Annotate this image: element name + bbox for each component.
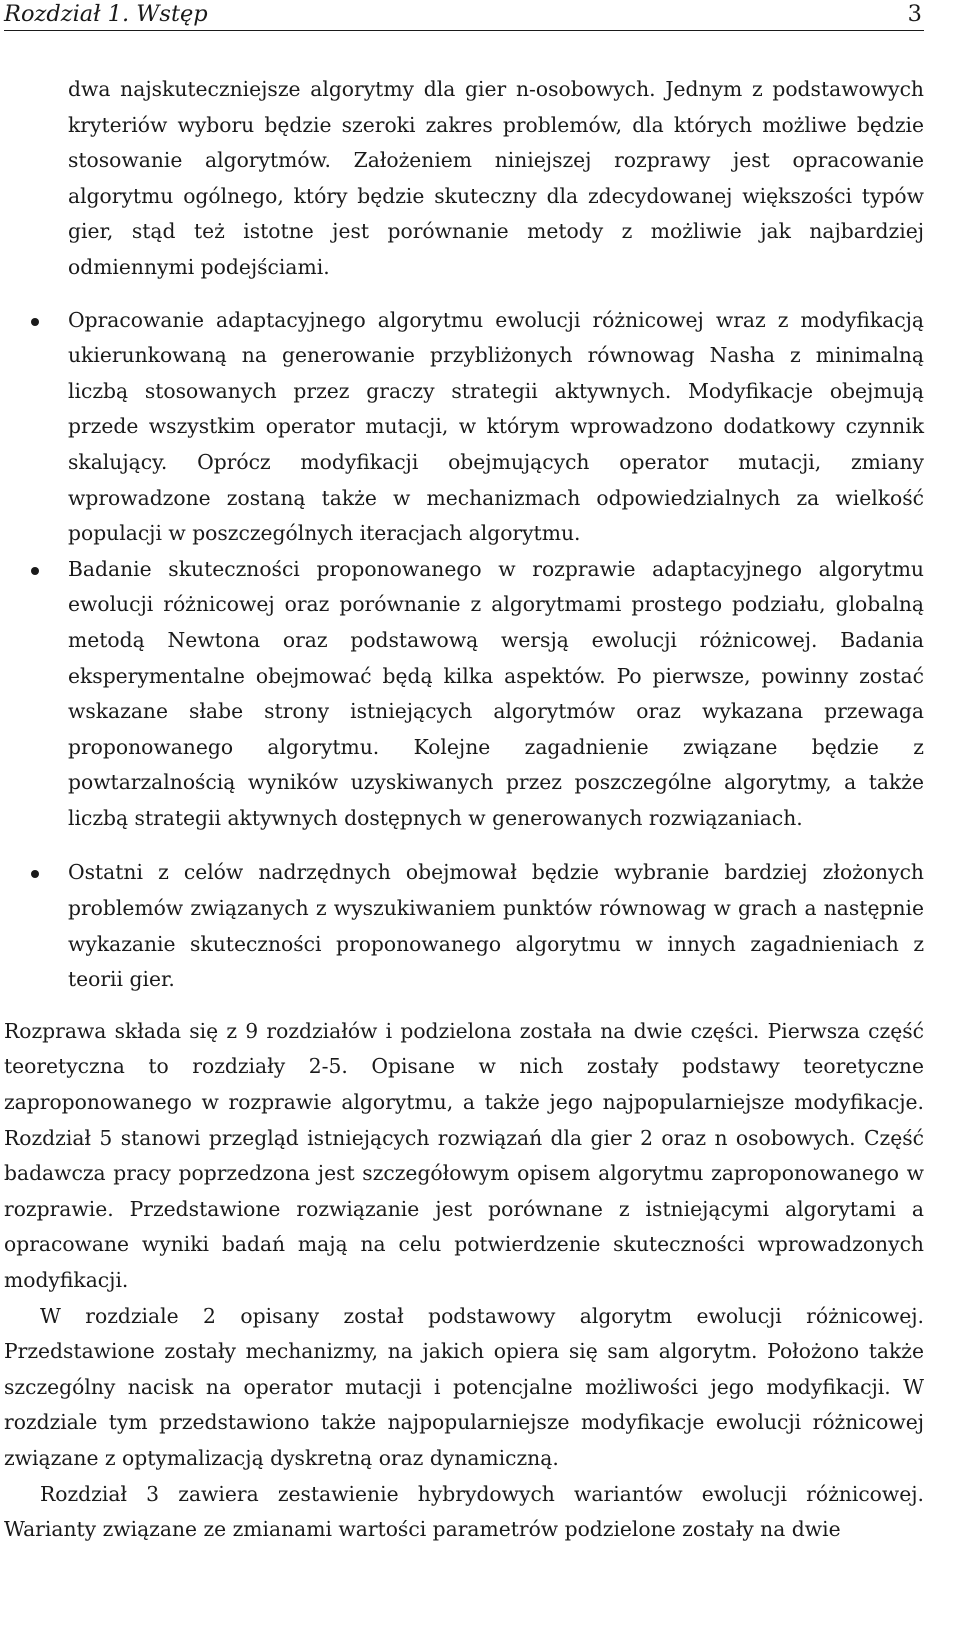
page-body xyxy=(4,72,924,1548)
body-paragraph-3: Rozdział 3 zawiera zestawienie hybrydowych wariantów ewolucji różnicowej. Warianty związane ze zmianami wartości parametrów podzielone zostały na dwie xyxy=(4,1481,924,1542)
bullet-text-3: Ostatni z celów nadrzędnych obejmował będzie wybranie bardziej złożonych problemów związanych z wyszukiwaniem punktów równowag w grach a następnie wykazanie skuteczności proponowanego algorytmu w innych zagadnieniach z teorii gier. xyxy=(68,860,924,992)
bullet-item-3 xyxy=(4,855,924,997)
page-number: 3 xyxy=(907,1,922,27)
bullet-item-2 xyxy=(4,552,924,837)
bullet-text-2: Badanie skuteczności proponowanego w rozprawie adaptacyjnego algorytmu ewolucji różnicowej oraz porównanie z algorytmami prostego podziału, globalną metodą Newtona oraz podstawową wersją ewolucji różnicowej. Badania eksperymentalne obejmować będą kilka aspektów. Po pierwsze, powinny zostać wskazane słabe strony istniejących algorytmów oraz wykazana przewaga proponowanego algorytmu. Kolejne zagadnienie związane będzie z powtarzalnością wyników uzyskiwanych przez poszczególne algorytmy, a także liczbą strategii aktywnych dostępnych w generowanych rozwiązaniach. xyxy=(68,556,924,830)
body-paragraph-2: W rozdziale 2 opisany został podstawowy algorytm ewolucji różnicowej. Przedstawione zostały mechanizmy, na jakich opiera się sam algorytm. Położono także szczególny nacisk na operator mutacji i potencjalne możliwości jego modyfikacji. W rozdziale tym przedstawiono także najpopularniejsze modyfikacje ewolucji różnicowej związane z optymalizacją dyskretną oraz dynamiczną. xyxy=(4,1303,924,1470)
bullet-text-1: Opracowanie adaptacyjnego algorytmu ewolucji różnicowej wraz z modyfikacją ukierunkowaną na generowanie przybliżonych równowag Nasha z minimalną liczbą stosowanych przez graczy strategii aktywnych. Modyfikacje obejmują przede wszystkim operator mutacji, w którym wprowadzono dodatkowy czynnik skalujący. Oprócz modyfikacji obejmujących operator mutacji, zmiany wprowadzone zostaną także w mechanizmach odpowiedzialnych za wielkość populacji w poszczególnych iteracjach algorytmu. xyxy=(68,307,924,546)
bullet-dot-icon xyxy=(31,567,39,575)
body-paragraph-1: Rozprawa składa się z 9 rozdziałów i podzielona została na dwie części. Pierwsza część teoretyczna to rozdziały 2-5. Opisane w nich zostały podstawy teoretyczne zaproponowanego w rozprawie algorytmu, a także jego najpopularniejsze modyfikacje. Rozdział 5 stanowi przegląd istniejących rozwiązań dla gier 2 oraz n osobowych. Część badawcza pracy poprzedzona jest szczegółowym opisem algorytmu zaproponowanego w rozprawie. Przedstawione rozwiązanie jest porównane z istniejącymi algorytami a opracowane wyniki badań mają na celu potwierdzenie skuteczności wprowadzonych modyfikacji. xyxy=(4,1018,924,1292)
bullet-item-1 xyxy=(4,303,924,552)
bullet-dot-icon xyxy=(31,318,39,326)
running-header xyxy=(4,0,924,31)
chapter-title: Rozdział 1. Wstęp xyxy=(4,1,208,27)
bullet-dot-icon xyxy=(31,870,39,878)
intro-continuation-paragraph: dwa najskuteczniejsze algorytmy dla gier n-osobowych. Jednym z podstawowych kryteriów wyboru będzie szeroki zakres problemów, dla których możliwe będzie stosowanie algorytmów. Założeniem niniejszej rozprawy jest opracowanie algorytmu ogólnego, który będzie skuteczny dla zdecydowanej większości typów gier, stąd też istotne jest porównanie metody z możliwie jak najbardziej odmiennymi podejściami. xyxy=(68,77,924,279)
